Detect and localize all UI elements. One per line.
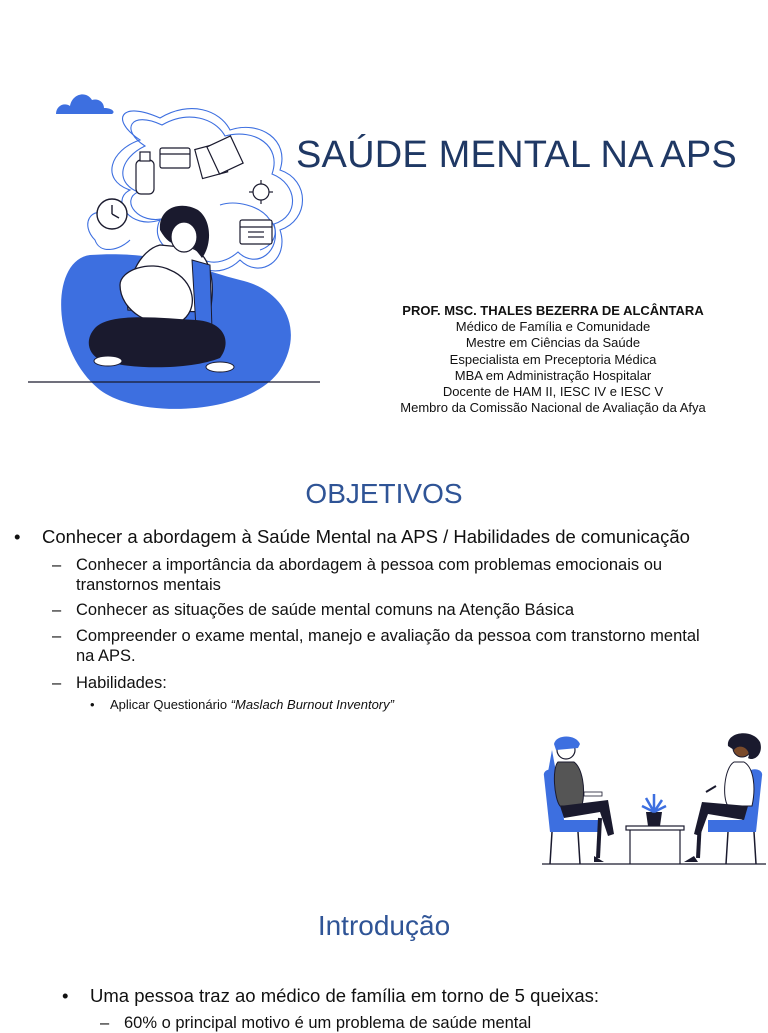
objective-sub-sub-item <box>110 697 394 712</box>
intro-main-item: Uma pessoa traz ao médico de família em torno de 5 queixas: <box>90 985 600 1006</box>
virus-icon <box>249 180 273 204</box>
author-name: PROF. MSC. THALES BEZERRA DE ALCÂNTARA <box>402 303 704 318</box>
page-title: SAÚDE MENTAL NA APS <box>296 134 737 176</box>
section-title-objetivos: OBJETIVOS <box>305 478 463 509</box>
clock-icon <box>97 199 127 229</box>
objective-sub-item <box>76 626 756 666</box>
stressed-woman-illustration <box>20 80 330 420</box>
dash-marker: – <box>100 1014 110 1032</box>
objective-sub-item-line: transtornos mentais <box>76 576 221 594</box>
section-title-introducao: Introdução <box>317 910 451 941</box>
dash-marker: – <box>52 674 62 692</box>
cloud-icon <box>56 94 114 114</box>
dash-marker: – <box>52 556 62 574</box>
bullet-marker: • <box>62 985 69 1006</box>
plant-icon <box>642 794 666 826</box>
objective-sub-item-line: Conhecer a importância da abordagem à pessoa com problemas emocionais ou <box>76 556 663 574</box>
objective-sub-item-line: Compreender o exame mental, manejo e avaliação da pessoa com transtorno mental <box>76 627 700 645</box>
consultation-illustration <box>538 728 768 870</box>
small-bullet-marker: • <box>90 697 95 712</box>
bottle-icon <box>136 152 154 194</box>
author-credential: Especialista em Preceptoria Médica <box>449 351 657 367</box>
objective-sub-item <box>76 555 756 595</box>
intro-sub-item: 60% o principal motivo é um problema de saúde mental <box>124 1014 532 1032</box>
questionnaire-prefix: Aplicar Questionário <box>110 697 231 712</box>
bills-icon <box>195 136 243 179</box>
bullet-marker: • <box>14 526 21 547</box>
author-credential: Docente de HAM II, IESC IV e IESC V <box>442 384 664 400</box>
author-credential: Membro da Comissão Nacional de Avaliação da Afya <box>400 400 706 416</box>
author-credential: Mestre em Ciências da Saúde <box>465 335 641 351</box>
objective-sub-item: Conhecer as situações de saúde mental comuns na Atenção Básica <box>76 601 575 619</box>
objective-sub-item-line: na APS. <box>76 647 136 665</box>
credit-card-icon <box>160 148 190 168</box>
dash-marker: – <box>52 601 62 619</box>
author-credential: Médico de Família e Comunidade <box>455 319 651 335</box>
author-block <box>388 303 718 416</box>
objective-main-item: Conhecer a abordagem à Saúde Mental na APS / Habilidades de comunicação <box>42 526 690 547</box>
dash-marker: – <box>52 627 62 645</box>
calendar-icon <box>240 220 272 244</box>
questionnaire-name: “Maslach Burnout Inventory” <box>230 697 394 712</box>
author-credential: MBA em Administração Hospitalar <box>454 367 652 383</box>
objective-sub-item: Habilidades: <box>76 674 167 692</box>
